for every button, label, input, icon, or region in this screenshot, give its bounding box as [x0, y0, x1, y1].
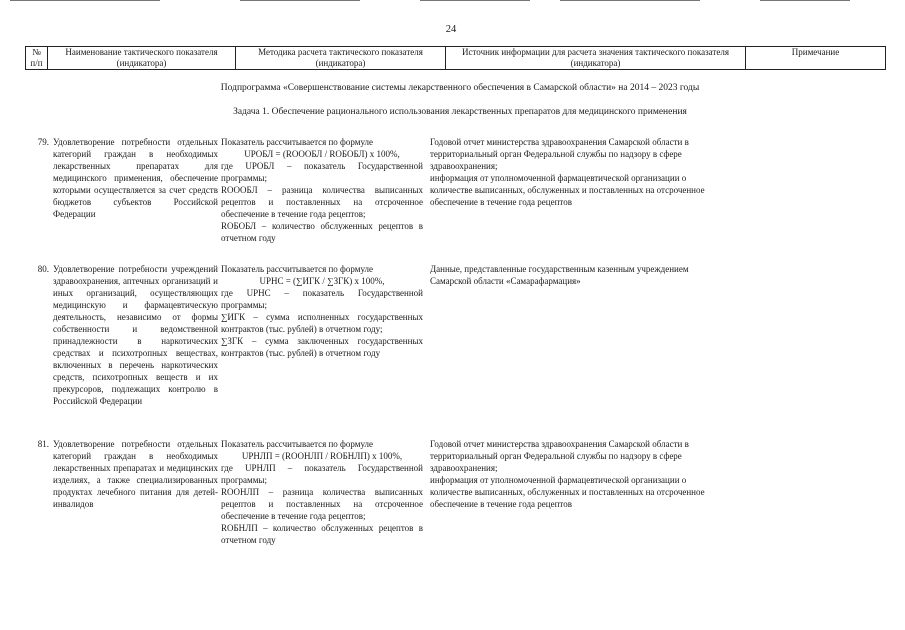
indicator-name: Удовлетворение потребности отдельных категорий граждан в необходимых лекарственных препаратах и медицинских изделиях, а также специализированных продуктах лечебного питания для детей-инвалидов: [53, 439, 218, 509]
method-line: ∑ЗГК – сумма заключенных государственных контрактов (тыс. рублей) в отчетном году: [221, 336, 423, 358]
source-line: Данные, представленные государственным казенным учреждением Самарской области «Самарафармация»: [430, 264, 689, 286]
source-cell: [430, 136, 730, 208]
method-cell: [221, 438, 423, 546]
header-table: [25, 46, 886, 70]
method-cell: [221, 136, 423, 244]
scan-line: [760, 0, 850, 1]
method-line: RОБОБЛ – количество обслуженных рецептов в отчетном году: [221, 221, 423, 243]
subprogram-title: Подпрограмма «Совершенствование системы лекарственного обеспечения в Самарской области» на 2014 – 2023 годы: [220, 83, 700, 93]
source-line: Годовой отчет министерства здравоохранения Самарской области в территориальный орган Федеральной службы по надзору в сфере здравоохранения;: [430, 439, 689, 473]
row-number: 79.: [37, 137, 49, 147]
method-formula: UPОБЛ = (RОООБЛ / RОБОБЛ) х 100%,: [244, 149, 400, 159]
source-line: информация от уполномоченной фармацевтической организации о количестве выписанных, обслуженных и поставленных на отсроченное обеспечение в течение года рецептов: [430, 475, 705, 509]
header-col-note: Примечание: [746, 47, 886, 70]
method-line: где UPНС – показатель Государственной программы;: [221, 288, 423, 310]
method-line: Показатель рассчитывается по формуле: [221, 264, 374, 274]
task-title: Задача 1. Обеспечение рационального использования лекарственных препаратов для медицинского применения: [233, 107, 687, 117]
header-col-number: № п/п: [26, 47, 48, 70]
indicator-name: Удовлетворение потребности отдельных категорий граждан в необходимых лекарственных препаратах для медицинского применения, обеспечение которыми осуществляется за счет средств бюджетов субъектов Российской Федерации: [53, 137, 218, 219]
method-line: где UPНЛП – показатель Государственной программы;: [221, 463, 423, 485]
method-line: Показатель рассчитывается по формуле: [221, 137, 374, 147]
header-col-name: Наименование тактического показателя (индикатора): [48, 47, 236, 70]
row-number: 80.: [37, 264, 49, 274]
page-number: 24: [445, 24, 457, 35]
method-line: RОООБЛ – разница количества выписанных рецептов и поставленных на отсроченное обеспечение в течение года рецептов;: [221, 185, 423, 219]
method-cell: [221, 263, 423, 359]
header-col-source: Источник информации для расчета значения тактического показателя (индикатора): [446, 47, 746, 70]
method-line: ∑ИГК – сумма исполненных государственных контрактов (тыс. рублей) в отчетном году;: [221, 312, 423, 334]
source-line: Годовой отчет министерства здравоохранения Самарской области в территориальный орган Федеральной службы по надзору в сфере здравоохранения;: [430, 137, 689, 171]
method-line: где UPОБЛ – показатель Государственной программы;: [221, 161, 423, 183]
method-formula: UPНЛП = (RООНЛП / RОБНЛП) х 100%,: [241, 451, 403, 461]
method-line: RООНЛП – разница количества выписанных рецептов и поставленных на отсроченное обеспечение в течение года рецептов;: [221, 487, 423, 521]
method-formula: UPНС = (∑ИГК / ∑ЗГК) х 100%,: [259, 276, 385, 286]
method-line: Показатель рассчитывается по формуле: [221, 439, 374, 449]
scan-line: [240, 0, 360, 1]
scan-line: [420, 0, 530, 1]
scan-line: [560, 0, 700, 1]
scan-line: [10, 0, 160, 1]
row-number: 81.: [37, 439, 49, 449]
source-line: информация от уполномоченной фармацевтической организации о количестве выписанных, обслуженных и поставленных на отсроченное обеспечение в течение года рецептов: [430, 173, 705, 207]
indicator-name: Удовлетворение потребности учреждений здравоохранения, аптечных организаций и иных организаций, осуществляющих медицинскую и фармацевтическую деятельность, независимо от формы собственности и ведомственной принадлежности в наркотических средствах и психотропных веществах, включенных в перечень наркотических средств, психотропных веществ и их прекурсоров, подлежащих контролю в Российской Федерации: [53, 264, 218, 406]
header-col-method: Методика расчета тактического показателя (индикатора): [236, 47, 446, 70]
source-cell: [430, 438, 730, 510]
method-line: RОБНЛП – количество обслуженных рецептов в отчетном году: [221, 523, 423, 545]
source-cell: [430, 263, 730, 287]
